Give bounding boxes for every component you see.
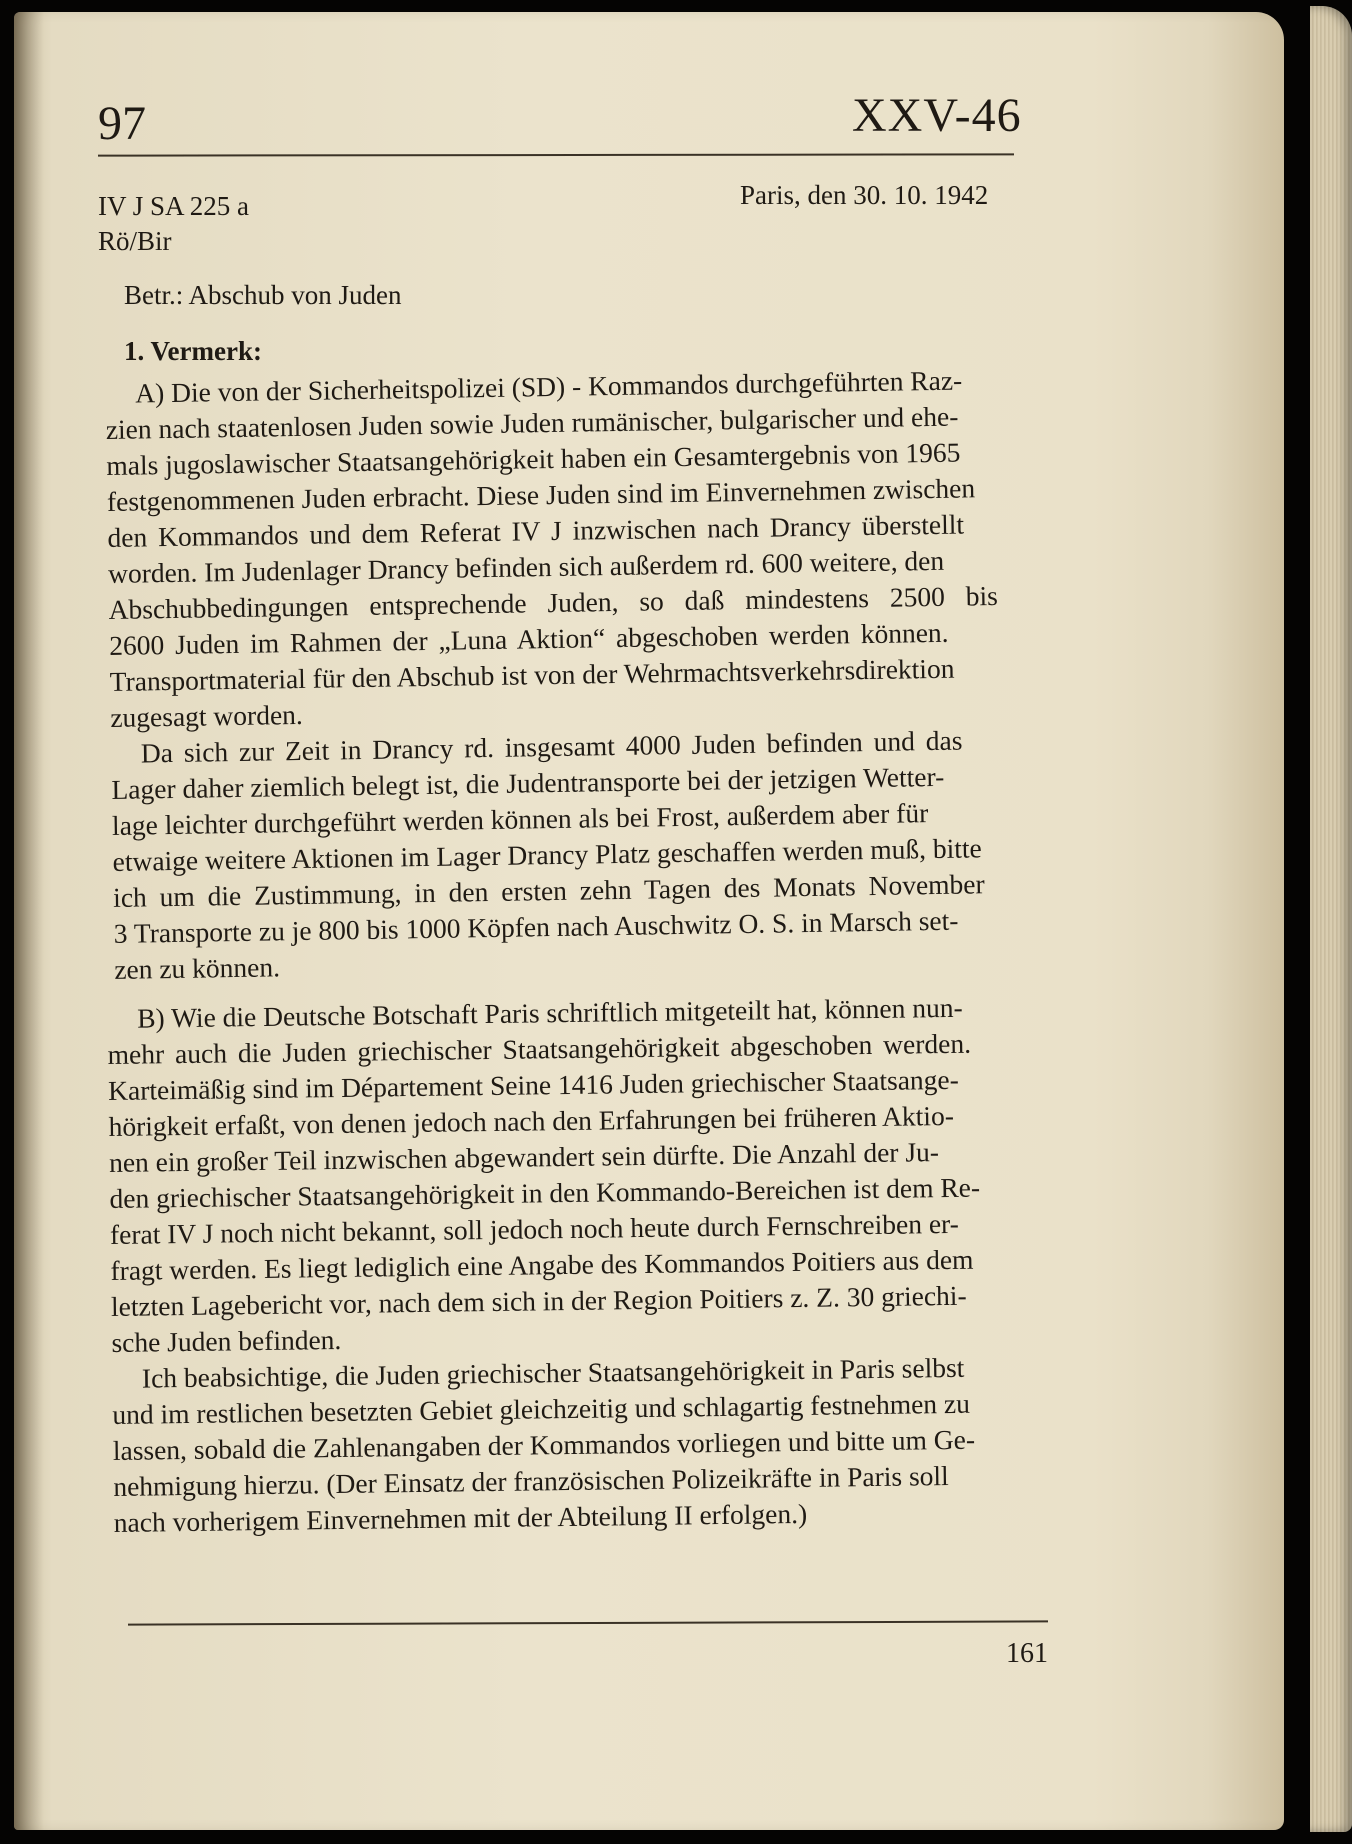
page-edges	[1310, 6, 1352, 1832]
text-line: hörigkeit erfaßt, von denen jedoch nach den Erfahrungen bei früheren Aktio-	[108, 1099, 955, 1142]
initials: Rö/Bir	[98, 226, 172, 256]
text-line: mehr auch die Juden griechischer Staatsangehörigkeit abgeschoben werden.	[107, 1027, 972, 1070]
text-line: B) Wie die Deutsche Botschaft Paris schriftlich mitgeteilt hat, können nun-	[136, 991, 963, 1034]
text-line: Lager daher ziemlich belegt ist, die Judentransporte bei der jetzigen Wetter-	[111, 760, 945, 805]
text-line: und im restlichen besetzten Gebiet gleichzeitig und schlagartig festnehmen zu	[112, 1387, 971, 1430]
subject-line: Betr.: Abschub von Juden	[124, 280, 402, 310]
text-line: letzten Lagebericht vor, nach dem sich in der Region Poitiers z. Z. 30 griechi-	[110, 1279, 967, 1322]
text-line: Karteimäßig sind im Département Seine 1416 Juden griechischer Staatsange-	[107, 1063, 959, 1106]
text-line: zien nach staatenlosen Juden sowie Juden rumänischer, bulgarischer und ehe-	[105, 400, 959, 445]
text-line: Da sich zur Zeit in Drancy rd. insgesamt 4000 Juden befinden und das	[140, 724, 963, 769]
document-code: XXV-46	[852, 89, 1022, 142]
text-line: etwaige weitere Aktionen im Lager Drancy Platz geschaffen werden muß, bitte	[112, 832, 982, 877]
text-line: zugesagt worden.	[110, 698, 303, 733]
text-line: Abschubbedingungen entsprechende Juden, so daß mindestens 2500 bis	[108, 580, 999, 625]
text-line: worden. Im Judenlager Drancy befinden sich außerdem rd. 600 weitere, den	[107, 544, 945, 589]
text-line: fragt werden. Es liegt lediglich eine Angabe des Kommandos Poitiers aus dem	[110, 1243, 974, 1286]
document-number: 97	[98, 97, 146, 150]
text-line: sche Juden befinden.	[111, 1323, 342, 1358]
text-line: 3 Transporte zu je 800 bis 1000 Köpfen nach Auschwitz O. S. in Marsch set-	[113, 904, 959, 949]
text-line: ferat IV J noch nicht bekannt, soll jedoch noch heute durch Fernschreiben er-	[109, 1207, 960, 1250]
text-line: ich um die Zustimmung, in den ersten zehn Tagen des Monats November	[112, 868, 985, 913]
text-line: nehmigung hierzu. (Der Einsatz der französischen Polizeikräfte in Paris soll	[113, 1460, 949, 1502]
text-line: nach vorherigem Einvernehmen mit der Abteilung II erfolgen.)	[113, 1497, 808, 1538]
text-line: 2600 Juden im Rahmen der „Luna Aktion“ abgeschoben werden können.	[108, 616, 949, 661]
text-line: zen zu können.	[114, 951, 281, 985]
text-line: mals jugoslawischer Staatsangehörigkeit haben ein Gesamtergebnis von 1965	[106, 436, 961, 481]
page-number: 161	[1006, 1638, 1048, 1669]
spine-shadow	[14, 12, 44, 1830]
text-line: lage leichter durchgeführt werden können als bei Frost, außerdem aber für	[111, 797, 929, 841]
text-line: den Kommandos und dem Referat IV J inzwischen nach Drancy überstellt	[107, 508, 965, 553]
place-date: Paris, den 30. 10. 1942	[740, 180, 989, 210]
text-line: den griechischer Staatsangehörigkeit in den Kommando-Bereichen ist dem Re-	[109, 1171, 981, 1214]
section-heading: 1. Vermerk:	[124, 336, 262, 366]
text-line: Ich beabsichtige, die Juden griechischer Staatsangehörigkeit in Paris selbst	[141, 1351, 965, 1394]
text-line: nen ein großer Teil inzwischen abgewandert sein dürfte. Die Anzahl der Ju-	[108, 1136, 940, 1178]
text-line: Transportmaterial für den Abschub ist von der Wehrmachtsverkehrsdirektion	[109, 652, 955, 697]
text-line: A) Die von der Sicherheitspolizei (SD) - Kommandos durchgeführten Raz-	[134, 364, 963, 409]
text-line: festgenommenen Juden erbracht. Diese Juden sind im Einvernehmen zwischen	[106, 472, 976, 517]
reference-code: IV J SA 225 a	[98, 191, 250, 221]
text-line: lassen, sobald die Zahlenangaben der Kommandos vorliegen und bitte um Ge-	[112, 1423, 976, 1466]
